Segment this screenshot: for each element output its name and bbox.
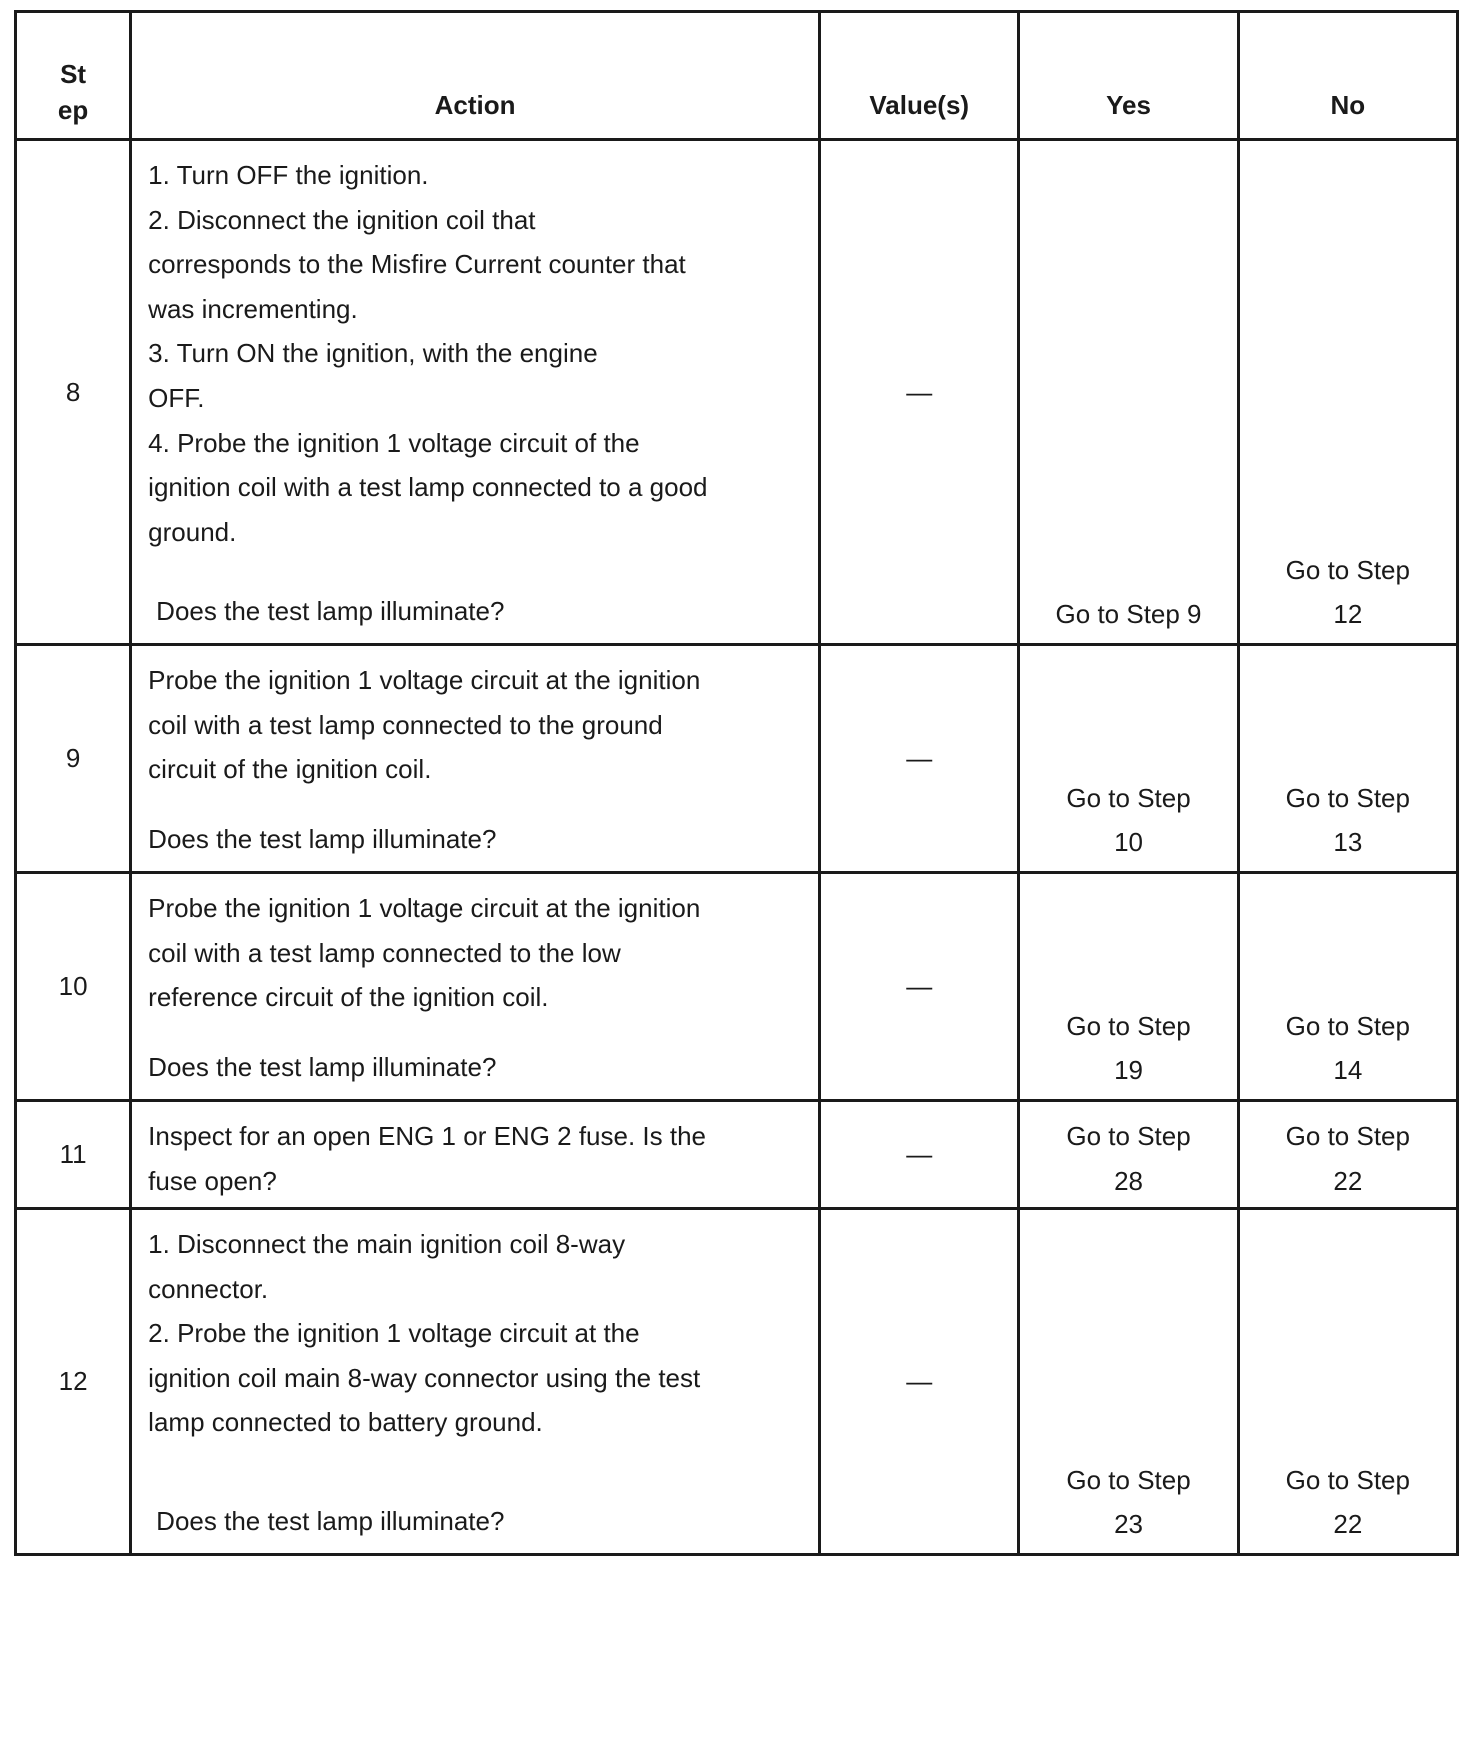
step-number-cell: 8 <box>16 140 131 645</box>
header-yes: Yes <box>1019 12 1238 140</box>
action-content <box>148 153 798 640</box>
no-cell: Go to Step 22 <box>1238 1209 1457 1555</box>
no-cell: Go to Step 22 <box>1238 1101 1457 1209</box>
no-cell: Go to Step 12 <box>1238 140 1457 645</box>
table-row <box>16 140 1458 645</box>
action-question: Does the test lamp illuminate? <box>156 596 505 627</box>
action-line: 3. Turn ON the ignition, with the engine <box>148 338 598 369</box>
action-line: Inspect for an open ENG 1 or ENG 2 fuse. Is the <box>148 1121 707 1151</box>
action-line: 4. Probe the ignition 1 voltage circuit of the <box>148 427 640 458</box>
table-row <box>16 1101 1458 1209</box>
table-row <box>16 645 1458 873</box>
action-line: connector. <box>148 1273 269 1304</box>
action-content <box>148 658 798 868</box>
action-cell <box>131 1101 820 1209</box>
value-cell: — <box>820 140 1019 645</box>
action-line: Probe the ignition 1 voltage circuit at the ignition <box>148 893 701 923</box>
step-number-cell: 12 <box>16 1209 131 1555</box>
action-line: 1. Disconnect the main ignition coil 8-way <box>148 1229 626 1259</box>
action-line: 1. Turn OFF the ignition. <box>148 160 429 190</box>
diagnostic-step-table <box>14 10 1459 1556</box>
value-cell: — <box>820 1101 1019 1209</box>
action-line: ignition coil main 8-way connector using the test <box>148 1362 701 1393</box>
action-question: Does the test lamp illuminate? <box>156 1506 505 1537</box>
action-line: was incrementing. <box>148 293 358 324</box>
action-content <box>148 886 798 1096</box>
no-cell: Go to Step 14 <box>1238 873 1457 1101</box>
action-cell <box>131 873 820 1101</box>
header-values: Value(s) <box>820 12 1019 140</box>
value-cell: — <box>820 873 1019 1101</box>
yes-cell: Go to Step 19 <box>1019 873 1238 1101</box>
action-cell <box>131 645 820 873</box>
action-line: coil with a test lamp connected to the low <box>148 937 621 968</box>
step-number-cell: 11 <box>16 1101 131 1209</box>
header-step: St ep <box>16 12 131 140</box>
action-cell <box>131 1209 820 1555</box>
action-line: ground. <box>148 516 237 547</box>
action-line: ignition coil with a test lamp connected to a good <box>148 472 708 503</box>
action-line: coil with a test lamp connected to the ground <box>148 709 663 740</box>
step-number-cell: 10 <box>16 873 131 1101</box>
value-cell: — <box>820 645 1019 873</box>
action-content <box>148 1222 798 1550</box>
header-no: No <box>1238 12 1457 140</box>
diagnostic-table-sheet <box>14 10 1459 1733</box>
action-line: reference circuit of the ignition coil. <box>148 982 549 1013</box>
action-content <box>148 1114 798 1204</box>
action-line: Probe the ignition 1 voltage circuit at the ignition <box>148 665 701 695</box>
header-action: Action <box>131 12 820 140</box>
action-line: circuit of the ignition coil. <box>148 754 432 785</box>
yes-cell: Go to Step 10 <box>1019 645 1238 873</box>
step-number-cell: 9 <box>16 645 131 873</box>
action-line: lamp connected to battery ground. <box>148 1407 543 1438</box>
header-row <box>16 12 1458 140</box>
action-line: fuse open? <box>148 1165 277 1196</box>
action-cell <box>131 140 820 645</box>
yes-cell: Go to Step 23 <box>1019 1209 1238 1555</box>
table-row <box>16 1209 1458 1555</box>
yes-cell: Go to Step 9 <box>1019 140 1238 645</box>
table-row <box>16 873 1458 1101</box>
action-line: 2. Disconnect the ignition coil that <box>148 204 536 235</box>
yes-cell: Go to Step 28 <box>1019 1101 1238 1209</box>
no-cell: Go to Step 13 <box>1238 645 1457 873</box>
action-line: corresponds to the Misfire Current counter that <box>148 249 686 280</box>
action-question: Does the test lamp illuminate? <box>148 824 497 855</box>
value-cell: — <box>820 1209 1019 1555</box>
action-line: 2. Probe the ignition 1 voltage circuit at the <box>148 1318 640 1349</box>
action-line: OFF. <box>148 382 205 413</box>
action-question: Does the test lamp illuminate? <box>148 1052 497 1083</box>
